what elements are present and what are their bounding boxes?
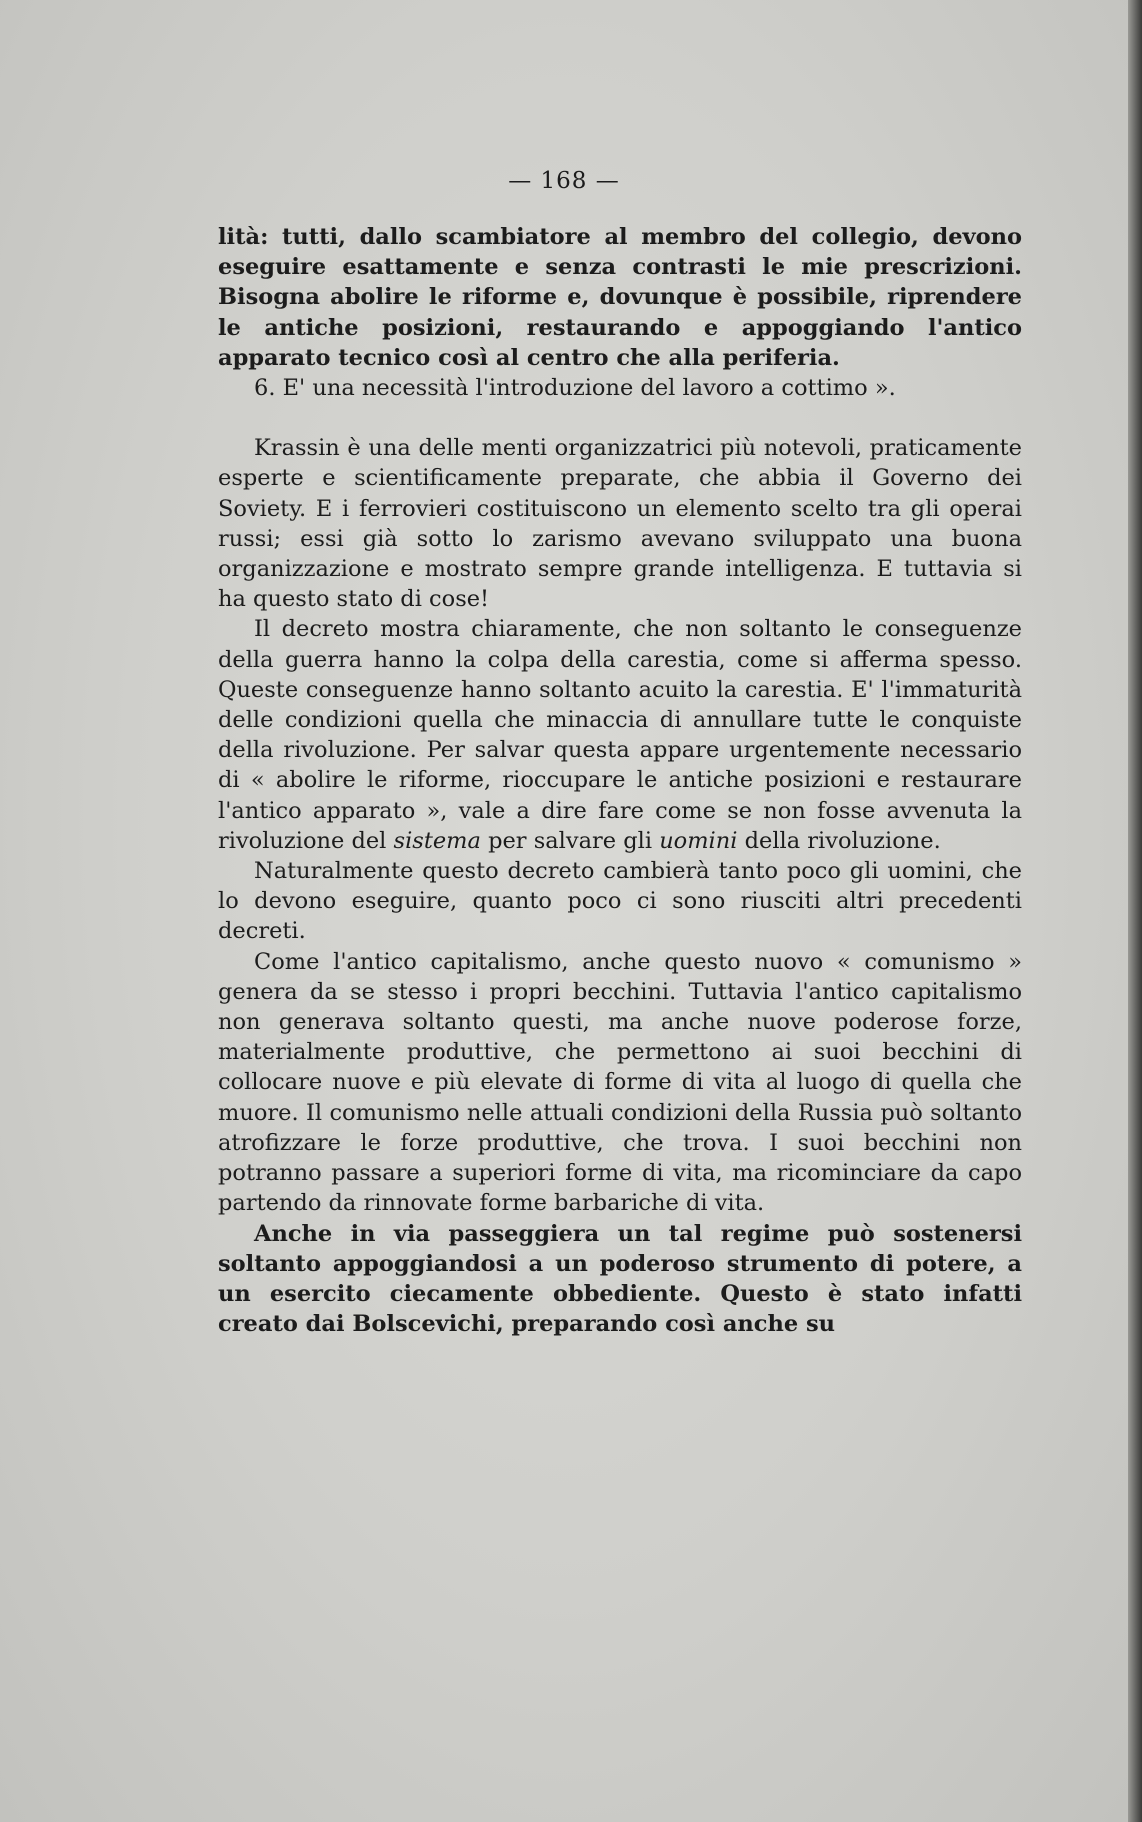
decree-text-mid: per salvare gli [488, 827, 653, 854]
paragraph-decree [218, 614, 1022, 856]
decree-text-end: della rivoluzione. [744, 827, 941, 854]
page-number: — 168 — [508, 168, 620, 194]
page-edge-shadow [1128, 0, 1142, 1822]
paragraph-prescriptions: lità: tutti, dallo scambiatore al membro del collegio, devono eseguire esattamente e senza contrasti le mie prescrizioni. Bisogna abolire le riforme e, dovunque è possibile, riprendere le antiche posizioni, restaurando e appoggiando l'antico apparato tecnico così al centro che alla periferia. [218, 224, 1022, 371]
emphasis-uomini: uomini [659, 827, 738, 854]
emphasis-sistema: sistema [393, 827, 481, 854]
paragraph-capitalism: Come l'antico capitalismo, anche questo nuovo « comunismo » genera da se stesso i propri becchini. Tuttavia l'antico capitalismo non generava soltanto questi, ma anche nuove poderose forze, materialmente produttive, che permettono ai suoi becchini di collocare nuove e più elevate di forme di vita al luogo di quella che muore. Il comunismo nelle attuali condizioni della Russia può soltanto atrofizzare le forze produttive, che trova. I suoi becchini non potranno passare a superiori forme di vita, ma ricominciare da capo partendo da rinnovate forme barbariche di vita. [218, 948, 1022, 1217]
page-body [218, 222, 1022, 1339]
paragraph-krassin: Krassin è una delle menti organizzatrici più notevoli, praticamente esperte e scientificamente preparate, che abbia il Governo dei Soviety. E i ferrovieri costituiscono un elemento scelto tra gli operai russi; essi già sotto lo zarismo avevano sviluppato una buona organizzazione e mostrato sempre grande intelligenza. E tuttavia si ha questo stato di cose! [218, 435, 1022, 613]
paragraph-item-6: 6. E' una necessità l'introduzione del lavoro a cottimo ». [254, 375, 896, 402]
paragraph-naturally: Naturalmente questo decreto cambierà tanto poco gli uomini, che lo devono eseguire, quanto poco ci sono riusciti altri precedenti decreti. [218, 858, 1022, 945]
paragraph-regime: Anche in via passeggiera un tal regime può sostenersi soltanto appoggiandosi a un poderoso strumento di potere, a un esercito ciecamente obbediente. Questo è stato infatti creato dai Bolscevichi, preparando così anche su [218, 1220, 1022, 1338]
decree-text: Il decreto mostra chiaramente, che non soltanto le conseguenze della guerra hanno la colpa della carestia, come si afferma spesso. Queste conseguenze hanno soltanto acuito la carestia. E' l'immaturità delle condizioni quella che minaccia di annullare tutte le conquiste della rivoluzione. Per salvar questa appare urgentemente necessario di « abolire le riforme, rioccupare le antiche posizioni e restaurare l'antico apparato », vale a dire fare come se non fosse avvenuta la rivoluzione del [218, 616, 1022, 854]
